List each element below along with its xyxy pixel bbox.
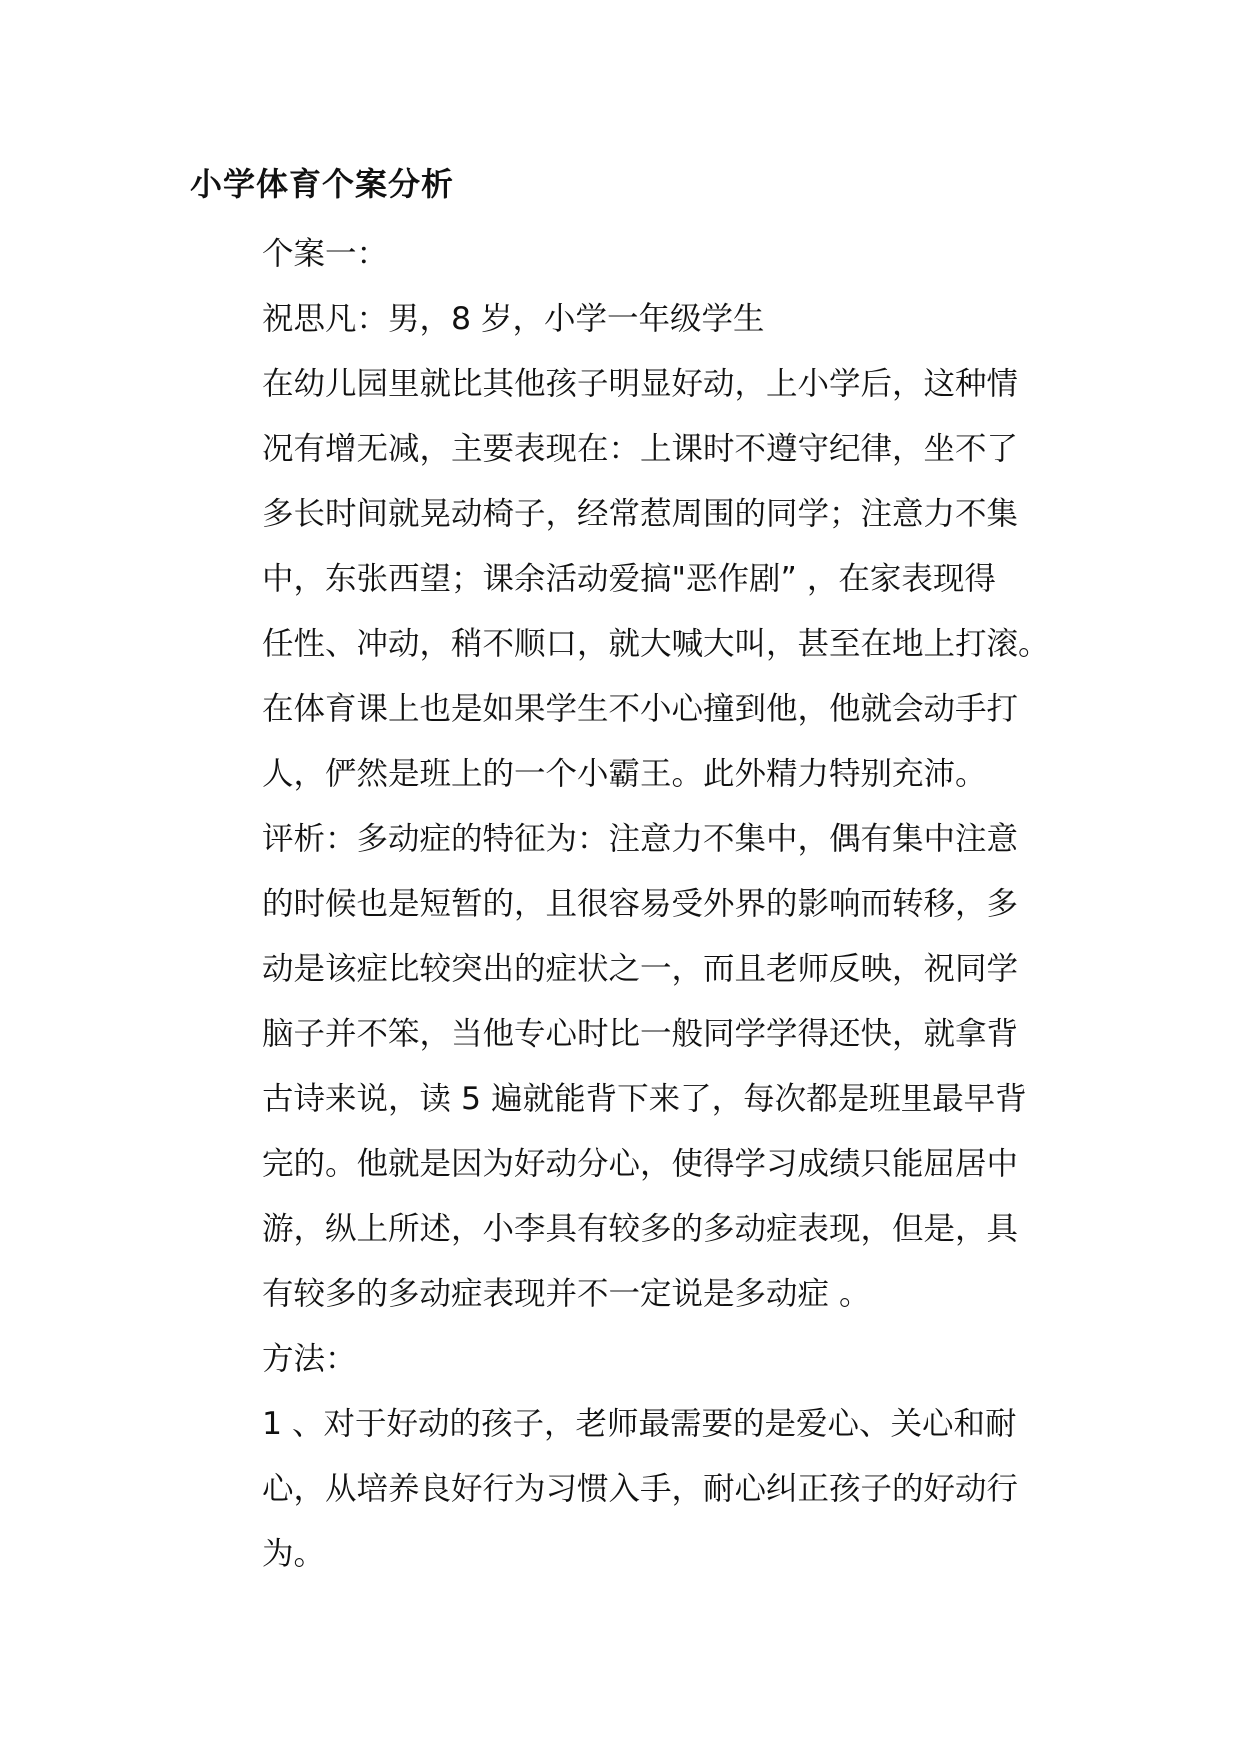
analysis-line: 有较多的多动症表现并不一定说是多动症 。: [262, 1276, 871, 1312]
analysis-line: 完的。他就是因为好动分心，使得学习成绩只能屈居中: [262, 1146, 1019, 1182]
method-line: 1 、对于好动的孩子，老师最需要的是爱心、关心和耐: [262, 1406, 1017, 1442]
document-title: 小学体育个案分析: [190, 165, 455, 203]
analysis-line: 评析：多动症的特征为：注意力不集中，偶有集中注意: [262, 821, 1019, 857]
analysis-line: 古诗来说，读 5 遍就能背下来了，每次都是班里最早背: [262, 1081, 1027, 1117]
case-heading: 个案一：: [262, 236, 389, 272]
method-line: 为。: [262, 1536, 326, 1572]
analysis-line: 动是该症比较突出的症状之一，而且老师反映，祝同学: [262, 951, 1019, 987]
description-line: 况有增无减，主要表现在：上课时不遵守纪律，坐不了: [262, 431, 1019, 467]
description-line: 人，俨然是班上的一个小霸王。此外精力特别充沛。: [262, 756, 987, 792]
student-info-line: 祝思凡：男，8 岁，小学一年级学生: [262, 301, 765, 337]
method-line: 心，从培养良好行为习惯入手，耐心纠正孩子的好动行: [262, 1471, 1019, 1507]
analysis-line: 的时候也是短暂的，且很容易受外界的影响而转移，多: [262, 886, 1019, 922]
analysis-line: 脑子并不笨，当他专心时比一般同学学得还快，就拿背: [262, 1016, 1019, 1052]
description-line: 任性、冲动，稍不顺口，就大喊大叫，甚至在地上打滚。: [262, 626, 1050, 662]
description-line: 在体育课上也是如果学生不小心撞到他，他就会动手打: [262, 691, 1019, 727]
analysis-line: 游，纵上所述，小李具有较多的多动症表现，但是，具: [262, 1211, 1019, 1247]
method-heading: 方法：: [262, 1341, 357, 1377]
description-line: 多长时间就晃动椅子，经常惹周围的同学；注意力不集: [262, 496, 1019, 532]
document-body: [262, 222, 1062, 1587]
description-line: 中，东张西望；课余活动爱搞"恶作剧” ，在家表现得: [262, 561, 996, 597]
description-line: 在幼儿园里就比其他孩子明显好动，上小学后，这种情: [262, 366, 1019, 402]
